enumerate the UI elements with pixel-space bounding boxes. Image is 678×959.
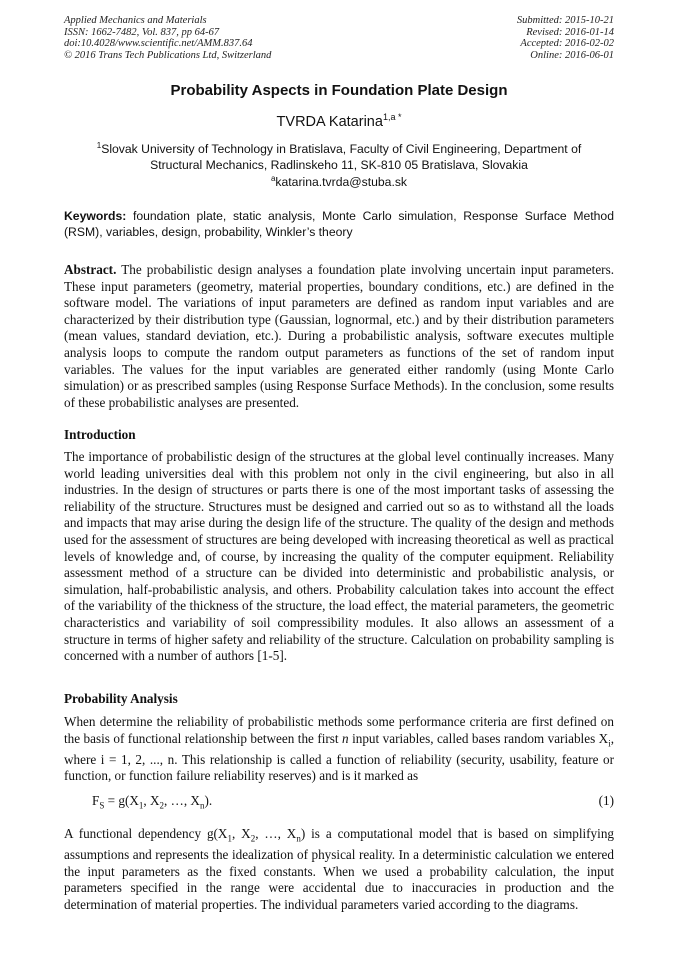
abstract-label: Abstract. xyxy=(64,262,117,277)
author-email: katarina.tvrda@stuba.sk xyxy=(275,175,408,190)
p1-part-b: input variables, called bases random variables X xyxy=(348,730,609,746)
submitted-date: Submitted: 2015-10-21 xyxy=(516,15,614,26)
keywords xyxy=(64,208,614,240)
affiliation-superscript: 1 xyxy=(96,141,102,150)
p1-subscript-i: i xyxy=(608,738,611,749)
header-right xyxy=(517,15,614,61)
p2-part-a: A functional dependency g(X xyxy=(64,826,228,841)
header-left xyxy=(64,15,271,61)
email-superscript: a xyxy=(270,174,276,183)
accepted-date: Accepted: 2016-02-02 xyxy=(520,38,614,49)
paper-title: Probability Aspects in Foundation Plate Design xyxy=(170,82,508,99)
author-superscript: 1,a * xyxy=(382,112,402,122)
issn: ISSN: 1662-7482, Vol. 837, pp 64-67 xyxy=(64,26,220,38)
author-line xyxy=(0,112,678,130)
introduction-heading: Introduction xyxy=(64,427,136,442)
copyright: © 2016 Trans Tech Publications Ltd, Switzerland xyxy=(64,49,272,61)
revised-date: Revised: 2016-01-14 xyxy=(526,26,614,38)
keywords-text: foundation plate, static analysis, Monte Carlo simulation, Response Surface Method (RSM), variables, design, probability, Winkler’s theory xyxy=(64,209,614,239)
equation-number: (1) xyxy=(598,793,614,808)
p1-part-a: When determine the reliability of probabilistic methods some performance criteria are first defined on the basis of functional relationship between the first xyxy=(64,714,614,746)
affiliation xyxy=(70,138,608,173)
equation-formula: $F_S = g(X_1$, $X_2$, …, $X_n$). xyxy=(92,793,213,811)
online-date: Online: 2016-06-01 xyxy=(530,49,614,61)
keywords-label: Keywords: xyxy=(64,209,127,223)
abstract-text: The probabilistic design analyses a foundation plate involving uncertain input parameters. These input parameters (geometry, material properties, boundary conditions, etc.) are defined in the software model. The variations of input parameters are defined as random input variables and are characterized by their distribution type (Gaussian, lognormal, etc.) and by their distribution parameters (mean values, standard deviation, etc.). During a probabilistic analysis, software executes multiple analysis loops to compute the random output parameters as functions of the set of random input variables. The values for the input variables are generated either randomly (using Monte Carlo simulation) or as prescribed samples (using Response Surface Methods). In the conclusion, some results of these probabilistic analyses are presented. xyxy=(64,262,614,410)
p1-italic-n: n xyxy=(342,730,349,746)
journal-name: Applied Mechanics and Materials xyxy=(64,15,207,26)
author-name: TVRDA Katarina xyxy=(276,113,383,130)
affiliation-text: Slovak University of Technology in Bratislava, Faculty of Civil Engineering, Department of Structural Mechanics, Radlinskeho 11, SK-810 05 Bratislava, Slovakia xyxy=(101,142,582,172)
probability-paragraph-2: A functional dependency $g(X_1$, $X_2$, …, $X_n$) is a computational model that is based on simplifying assumptions and represents the idealization of physical reality. In a deterministic calculation we entered the input parameters as the fixed constants. When we used a probability calculation, the input parameters specified in the range were accidental due to inaccuracies in production and the determination of material properties. The individual parameters varied according to the diagrams. xyxy=(64,826,615,913)
p2-part-b: ) is a computational model that is based on simplifying assumptions and represents the idealization of physical reality. In a deterministic calculation we entered the input parameters as the fixed constants. When we used a probability calculation, the input parameters specified in the range were accidental due to inaccuracies in production and the determination of material properties. The individual parameters varied according to the diagrams. xyxy=(64,826,615,913)
doi: doi:10.4028/www.scientific.net/AMM.837.64 xyxy=(64,38,253,49)
p1-part-c: , where i = 1, 2, ..., n. This relationship is called a function of reliability (security, usability, feature or function, or function failure reliability reserves) and is it marked as xyxy=(64,730,614,784)
email-line xyxy=(0,174,678,189)
introduction-text: The importance of probabilistic design of the structures at the global level continually increases. Many world leading universities deal with this problem not only in the civil engineering, but also in all industries. In the design of structures or parts there is one of the most important tasks of assessing the reliability of the structure. Structures must be designed and carried out so as to withstand all the loads and impacts that may arise during the design life of the structure. The quality of the design and methods used for the assessment of structures are being developed with increasing theoretical as well as practical levels of knowledge and, of course, by increasing the quality of the computer equipment. Reliability assessment method of a structure can be divided into deterministic and probabilistic analysis, or simulation, half-probabilistic analysis, and others. Probability calculation takes into account the effect of the variability of the thickness of the structure, the load effect, the material parameters, the geometric characteristics and variability of soil compressibility modules. It also allows an assessment of a structure in terms of higher safety and reliability of the structure. Calculation on probability sampling is concerned with a number of authors [1-5]. xyxy=(64,449,614,664)
probability-paragraph-1 xyxy=(64,714,614,785)
probability-analysis-heading: Probability Analysis xyxy=(64,691,178,706)
abstract xyxy=(64,262,614,411)
